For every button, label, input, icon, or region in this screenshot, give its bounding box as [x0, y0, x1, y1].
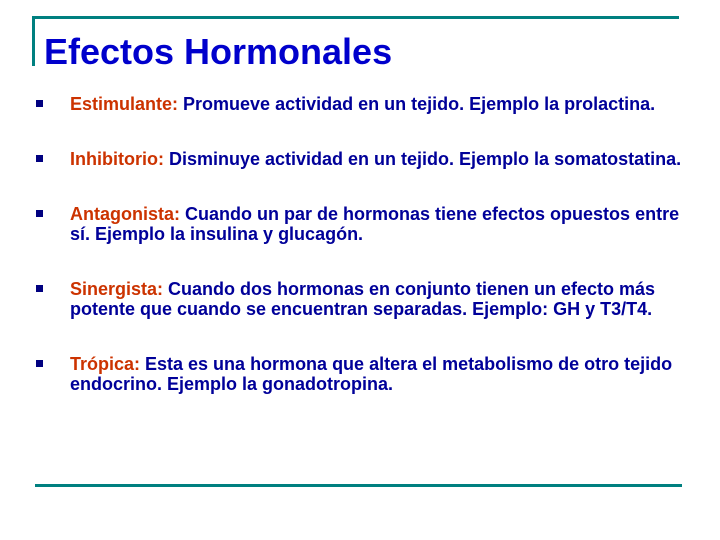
bullet-text: Esta es una hormona que altera el metabolismo de otro tejido endocrino. Ejemplo la gonadotropina.	[70, 354, 673, 394]
bullet-text: Cuando dos hormonas en conjunto tienen un efecto más potente que cuando se encuentran separadas. Ejemplo: GH y T3/T4.	[70, 279, 656, 319]
left-rule	[32, 16, 35, 66]
square-bullet-icon	[36, 155, 43, 162]
bullet-item-sinergista	[36, 279, 686, 319]
bullet-item-tropica	[36, 354, 686, 394]
bullet-item-inhibitorio	[36, 149, 686, 169]
bullet-list	[36, 94, 686, 394]
bullet-item-estimulante	[36, 94, 686, 114]
top-rule	[32, 16, 679, 19]
bullet-text: Promueve actividad en un tejido. Ejemplo la prolactina.	[178, 94, 656, 114]
square-bullet-icon	[36, 100, 43, 107]
bullet-term: Inhibitorio:	[70, 149, 164, 169]
bottom-rule	[35, 484, 682, 487]
bullet-text: Disminuye actividad en un tejido. Ejemplo la somatostatina.	[163, 149, 682, 169]
bullet-item-antagonista	[36, 204, 686, 244]
bullet-text: Cuando un par de hormonas tiene efectos opuestos entre sí. Ejemplo la insulina y glucagón.	[70, 204, 680, 244]
bullet-term: Estimulante:	[70, 94, 179, 114]
square-bullet-icon	[36, 210, 43, 217]
bullet-term: Antagonista:	[70, 204, 180, 224]
bullet-term: Sinergista:	[70, 279, 164, 299]
slide-title: Efectos Hormonales	[44, 31, 393, 72]
square-bullet-icon	[36, 285, 43, 292]
square-bullet-icon	[36, 360, 43, 367]
bullet-term: Trópica:	[70, 354, 141, 374]
